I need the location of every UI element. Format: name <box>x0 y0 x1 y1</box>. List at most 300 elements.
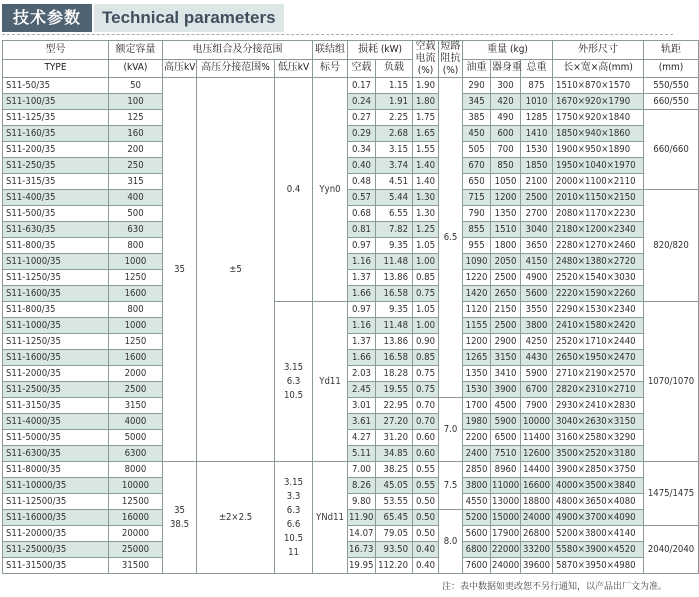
footnote: 注：表中数据如更改恕不另行通知，以产品出厂文为准。 <box>441 582 667 592</box>
body-weight-cell: 2650 <box>491 286 521 302</box>
noload-loss-cell: 4.27 <box>348 430 376 446</box>
oil-weight-cell: 1155 <box>463 318 491 334</box>
noload-current-cell: 1.00 <box>413 254 439 270</box>
dims-cell: 2930×2410×2830 <box>553 398 644 414</box>
capacity-cell: 5000 <box>109 430 163 446</box>
table-row <box>3 110 699 126</box>
total-weight-cell: 5900 <box>521 366 553 382</box>
model-cell: S11-200/35 <box>3 142 109 158</box>
capacity-cell: 20000 <box>109 526 163 542</box>
body-weight-cell: 1510 <box>491 222 521 238</box>
oil-weight-cell: 290 <box>463 78 491 94</box>
table-row <box>3 158 699 174</box>
body-weight-cell: 22000 <box>491 542 521 558</box>
model-cell: S11-800/35 <box>3 238 109 254</box>
load-loss-cell: 9.35 <box>376 238 413 254</box>
capacity-cell: 1600 <box>109 286 163 302</box>
hdr-capacity-unit: (kVA) <box>109 59 163 78</box>
noload-loss-cell: 0.27 <box>348 110 376 126</box>
hdr-lv: 低压kV <box>275 59 313 78</box>
load-loss-cell: 3.74 <box>376 158 413 174</box>
table-row <box>3 318 699 334</box>
oil-weight-cell: 2400 <box>463 446 491 462</box>
body-weight-cell: 11000 <box>491 478 521 494</box>
hdr-loss-noload: 空载 <box>348 59 376 78</box>
model-cell: S11-125/35 <box>3 110 109 126</box>
model-cell: S11-400/35 <box>3 190 109 206</box>
table-row <box>3 222 699 238</box>
dims-cell: 2520×1710×2440 <box>553 334 644 350</box>
load-loss-cell: 4.51 <box>376 174 413 190</box>
model-cell: S11-100/35 <box>3 94 109 110</box>
load-loss-cell: 38.25 <box>376 462 413 478</box>
noload-current-cell: 0.40 <box>413 558 439 574</box>
total-weight-cell: 2700 <box>521 206 553 222</box>
noload-current-cell: 0.60 <box>413 430 439 446</box>
noload-loss-cell: 0.24 <box>348 94 376 110</box>
lv-value: 3.15 <box>283 476 304 488</box>
total-weight-cell: 875 <box>521 78 553 94</box>
dims-cell: 1900×950×1890 <box>553 142 644 158</box>
table-row <box>3 542 699 558</box>
table-row <box>3 462 699 478</box>
capacity-cell: 100 <box>109 94 163 110</box>
body-weight-cell: 2900 <box>491 334 521 350</box>
total-weight-cell: 2100 <box>521 174 553 190</box>
table-row <box>3 494 699 510</box>
vector-group-cell: YNd11 <box>313 462 348 574</box>
body-weight-cell: 2500 <box>491 270 521 286</box>
noload-loss-cell: 8.26 <box>348 478 376 494</box>
gauge-group-cell: 1070/1070 <box>644 302 699 462</box>
load-loss-cell: 112.20 <box>376 558 413 574</box>
total-weight-cell: 10000 <box>521 414 553 430</box>
model-cell: S11-2000/35 <box>3 366 109 382</box>
total-weight-cell: 24000 <box>521 510 553 526</box>
model-cell: S11-12500/35 <box>3 494 109 510</box>
load-loss-cell: 13.86 <box>376 270 413 286</box>
capacity-cell: 8000 <box>109 462 163 478</box>
load-loss-cell: 16.58 <box>376 350 413 366</box>
total-weight-cell: 1010 <box>521 94 553 110</box>
table-row <box>3 430 699 446</box>
model-cell: S11-5000/35 <box>3 430 109 446</box>
capacity-cell: 4000 <box>109 414 163 430</box>
total-weight-cell: 3800 <box>521 318 553 334</box>
noload-loss-cell: 0.97 <box>348 302 376 318</box>
body-weight-cell: 6500 <box>491 430 521 446</box>
dims-cell: 1670×920×1790 <box>553 94 644 110</box>
noload-loss-cell: 0.48 <box>348 174 376 190</box>
load-loss-cell: 79.05 <box>376 526 413 542</box>
table-row <box>3 270 699 286</box>
oil-weight-cell: 505 <box>463 142 491 158</box>
capacity-cell: 800 <box>109 302 163 318</box>
oil-weight-cell: 955 <box>463 238 491 254</box>
hdr-tap: 高压分接范围% <box>197 59 275 78</box>
total-weight-cell: 14400 <box>521 462 553 478</box>
hdr-gauge-unit: (mm) <box>644 59 699 78</box>
noload-loss-cell: 0.29 <box>348 126 376 142</box>
body-weight-cell: 5900 <box>491 414 521 430</box>
body-weight-cell: 4500 <box>491 398 521 414</box>
capacity-cell: 315 <box>109 174 163 190</box>
noload-loss-cell: 3.61 <box>348 414 376 430</box>
oil-weight-cell: 7600 <box>463 558 491 574</box>
lv-value: 3.3 <box>286 490 301 502</box>
oil-weight-cell: 5200 <box>463 510 491 526</box>
hdr-capacity: 额定容量 <box>109 41 163 60</box>
load-loss-cell: 18.28 <box>376 366 413 382</box>
model-cell: S11-500/35 <box>3 206 109 222</box>
table-row <box>3 206 699 222</box>
dims-cell: 2280×1270×2460 <box>553 238 644 254</box>
dims-cell: 2820×2310×2710 <box>553 382 644 398</box>
oil-weight-cell: 1700 <box>463 398 491 414</box>
capacity-cell: 10000 <box>109 478 163 494</box>
oil-weight-cell: 450 <box>463 126 491 142</box>
table-row <box>3 350 699 366</box>
capacity-cell: 125 <box>109 110 163 126</box>
noload-loss-cell: 0.81 <box>348 222 376 238</box>
body-weight-cell: 2150 <box>491 302 521 318</box>
load-loss-cell: 13.86 <box>376 334 413 350</box>
model-cell: S11-250/35 <box>3 158 109 174</box>
table-row <box>3 382 699 398</box>
table-row <box>3 190 699 206</box>
body-weight-cell: 24000 <box>491 558 521 574</box>
hdr-model: 型号 <box>3 41 109 60</box>
model-cell: S11-2500/35 <box>3 382 109 398</box>
title-cn: 技术参数 <box>2 4 92 32</box>
model-cell: S11-6300/35 <box>3 446 109 462</box>
table-row <box>3 238 699 254</box>
noload-current-cell: 0.60 <box>413 446 439 462</box>
capacity-cell: 2000 <box>109 366 163 382</box>
oil-weight-cell: 2200 <box>463 430 491 446</box>
oil-weight-cell: 715 <box>463 190 491 206</box>
capacity-cell: 1250 <box>109 334 163 350</box>
dims-cell: 4800×3650×4080 <box>553 494 644 510</box>
body-weight-cell: 8960 <box>491 462 521 478</box>
dims-cell: 5870×3950×4980 <box>553 558 644 574</box>
noload-loss-cell: 0.40 <box>348 158 376 174</box>
model-cell: S11-1600/35 <box>3 286 109 302</box>
dims-cell: 1950×1040×1970 <box>553 158 644 174</box>
oil-weight-cell: 790 <box>463 206 491 222</box>
load-loss-cell: 27.20 <box>376 414 413 430</box>
lv-value: 6.6 <box>286 518 301 530</box>
hdr-loss: 损耗 (kW) <box>348 41 413 60</box>
dims-cell: 1750×920×1840 <box>553 110 644 126</box>
load-loss-cell: 9.35 <box>376 302 413 318</box>
oil-weight-cell: 345 <box>463 94 491 110</box>
noload-loss-cell: 5.11 <box>348 446 376 462</box>
dims-cell: 4000×3500×3840 <box>553 478 644 494</box>
total-weight-cell: 3550 <box>521 302 553 318</box>
dims-cell: 2650×1950×2470 <box>553 350 644 366</box>
hv-value: 38.5 <box>169 518 190 530</box>
hdr-dims-unit: 长×宽×高(mm) <box>553 59 644 78</box>
noload-current-cell: 0.85 <box>413 350 439 366</box>
noload-current-cell: 1.90 <box>413 78 439 94</box>
tap-group-cell: ±2×2.5 <box>197 462 275 574</box>
noload-loss-cell: 0.57 <box>348 190 376 206</box>
load-loss-cell: 45.05 <box>376 478 413 494</box>
capacity-cell: 6300 <box>109 446 163 462</box>
model-cell: S11-630/35 <box>3 222 109 238</box>
model-cell: S11-16000/35 <box>3 510 109 526</box>
dims-cell: 3160×2580×3290 <box>553 430 644 446</box>
noload-current-cell: 1.05 <box>413 238 439 254</box>
model-cell: S11-31500/35 <box>3 558 109 574</box>
model-cell: S11-8000/35 <box>3 462 109 478</box>
oil-weight-cell: 1200 <box>463 334 491 350</box>
lv-value: 6.3 <box>286 504 301 516</box>
oil-weight-cell: 3800 <box>463 478 491 494</box>
noload-loss-cell: 14.07 <box>348 526 376 542</box>
noload-current-cell: 0.75 <box>413 286 439 302</box>
load-loss-cell: 1.15 <box>376 78 413 94</box>
body-weight-cell: 13000 <box>491 494 521 510</box>
lv-value: 10.5 <box>283 532 304 544</box>
noload-current-cell: 1.00 <box>413 318 439 334</box>
table-row <box>3 366 699 382</box>
oil-weight-cell: 2850 <box>463 462 491 478</box>
load-loss-cell: 1.91 <box>376 94 413 110</box>
load-loss-cell: 6.55 <box>376 206 413 222</box>
hdr-noload-current: 空载 电流 (%) <box>413 41 439 78</box>
noload-loss-cell: 1.16 <box>348 318 376 334</box>
table-row <box>3 94 699 110</box>
dims-cell: 3040×2630×3150 <box>553 414 644 430</box>
total-weight-cell: 26800 <box>521 526 553 542</box>
model-cell: S11-50/35 <box>3 78 109 94</box>
capacity-cell: 1000 <box>109 254 163 270</box>
noload-loss-cell: 3.01 <box>348 398 376 414</box>
load-loss-cell: 11.48 <box>376 254 413 270</box>
body-weight-cell: 15000 <box>491 510 521 526</box>
load-loss-cell: 2.68 <box>376 126 413 142</box>
hdr-weight-oil: 油重 <box>463 59 491 78</box>
model-cell: S11-160/35 <box>3 126 109 142</box>
impedance-group-cell: 7.0 <box>439 398 463 462</box>
lv-group-cell <box>275 462 313 574</box>
model-cell: S11-315/35 <box>3 174 109 190</box>
table-row <box>3 126 699 142</box>
impedance-group-cell: 8.0 <box>439 510 463 574</box>
oil-weight-cell: 1530 <box>463 382 491 398</box>
gauge-group-cell: 550/550 <box>644 78 699 94</box>
oil-weight-cell: 855 <box>463 222 491 238</box>
noload-current-cell: 1.25 <box>413 222 439 238</box>
lv-group-cell <box>275 302 313 462</box>
body-weight-cell: 300 <box>491 78 521 94</box>
table-row <box>3 558 699 574</box>
noload-loss-cell: 1.16 <box>348 254 376 270</box>
capacity-cell: 250 <box>109 158 163 174</box>
table-row <box>3 526 699 542</box>
noload-loss-cell: 11.90 <box>348 510 376 526</box>
load-loss-cell: 34.85 <box>376 446 413 462</box>
dims-cell: 3500×2520×3180 <box>553 446 644 462</box>
hdr-weight-total: 总重 <box>521 59 553 78</box>
total-weight-cell: 6700 <box>521 382 553 398</box>
dims-cell: 2520×1540×3030 <box>553 270 644 286</box>
noload-current-cell: 0.50 <box>413 510 439 526</box>
dims-cell: 2710×2190×2570 <box>553 366 644 382</box>
model-cell: S11-1600/35 <box>3 350 109 366</box>
capacity-cell: 12500 <box>109 494 163 510</box>
noload-current-cell: 0.75 <box>413 382 439 398</box>
model-cell: S11-25000/35 <box>3 542 109 558</box>
hdr-weight-body: 器身重 <box>491 59 521 78</box>
hv-group-cell <box>163 462 197 574</box>
body-weight-cell: 2050 <box>491 254 521 270</box>
model-cell: S11-1000/35 <box>3 318 109 334</box>
hv-value: 35 <box>174 504 185 516</box>
load-loss-cell: 5.44 <box>376 190 413 206</box>
load-loss-cell: 3.15 <box>376 142 413 158</box>
oil-weight-cell: 4550 <box>463 494 491 510</box>
body-weight-cell: 3410 <box>491 366 521 382</box>
table-row <box>3 510 699 526</box>
noload-loss-cell: 1.66 <box>348 350 376 366</box>
total-weight-cell: 39600 <box>521 558 553 574</box>
total-weight-cell: 4250 <box>521 334 553 350</box>
noload-current-cell: 1.30 <box>413 206 439 222</box>
body-weight-cell: 3900 <box>491 382 521 398</box>
noload-current-cell: 0.70 <box>413 414 439 430</box>
gauge-group-cell: 1475/1475 <box>644 462 699 526</box>
noload-current-cell: 0.90 <box>413 334 439 350</box>
body-weight-cell: 3150 <box>491 350 521 366</box>
total-weight-cell: 18800 <box>521 494 553 510</box>
oil-weight-cell: 1220 <box>463 270 491 286</box>
hdr-model-en: TYPE <box>3 59 109 78</box>
table-row <box>3 286 699 302</box>
capacity-cell: 2500 <box>109 382 163 398</box>
model-cell: S11-1250/35 <box>3 270 109 286</box>
noload-current-cell: 0.40 <box>413 542 439 558</box>
table-row <box>3 446 699 462</box>
noload-current-cell: 0.85 <box>413 270 439 286</box>
load-loss-cell: 7.82 <box>376 222 413 238</box>
vector-group-cell: Yyn0 <box>313 78 348 302</box>
capacity-cell: 1600 <box>109 350 163 366</box>
hdr-gauge: 轨距 <box>644 41 699 60</box>
total-weight-cell: 7900 <box>521 398 553 414</box>
vector-group-cell: Yd11 <box>313 302 348 462</box>
hdr-impedance: 短路 阻抗 (%) <box>440 41 461 76</box>
total-weight-cell: 33200 <box>521 542 553 558</box>
noload-loss-cell: 1.66 <box>348 286 376 302</box>
model-cell: S11-10000/35 <box>3 478 109 494</box>
dims-cell: 2000×1100×2110 <box>553 174 644 190</box>
capacity-cell: 400 <box>109 190 163 206</box>
hv-group-cell: 35 <box>163 78 197 462</box>
dims-cell: 1510×870×1570 <box>553 78 644 94</box>
body-weight-cell: 850 <box>491 158 521 174</box>
dims-cell: 2290×1530×2340 <box>553 302 644 318</box>
capacity-cell: 3150 <box>109 398 163 414</box>
spec-table <box>2 40 699 574</box>
total-weight-cell: 3650 <box>521 238 553 254</box>
capacity-cell: 1000 <box>109 318 163 334</box>
noload-current-cell: 0.55 <box>413 462 439 478</box>
dims-cell: 5580×3900×4520 <box>553 542 644 558</box>
hdr-voltage-group: 电压组合及分接范围 <box>163 41 313 60</box>
gauge-group-cell: 2040/2040 <box>644 526 699 574</box>
dims-cell: 2220×1590×2260 <box>553 286 644 302</box>
model-cell: S11-4000/35 <box>3 414 109 430</box>
total-weight-cell: 1530 <box>521 142 553 158</box>
hdr-hv: 高压kV <box>163 59 197 78</box>
model-cell: S11-3150/35 <box>3 398 109 414</box>
noload-current-cell: 1.40 <box>413 158 439 174</box>
impedance-group-cell: 6.5 <box>439 78 463 398</box>
model-cell: S11-1250/35 <box>3 334 109 350</box>
body-weight-cell: 700 <box>491 142 521 158</box>
impedance-group-cell: 7.5 <box>439 462 463 510</box>
total-weight-cell: 2500 <box>521 190 553 206</box>
noload-loss-cell: 0.17 <box>348 78 376 94</box>
total-weight-cell: 4430 <box>521 350 553 366</box>
hdr-vector: 联结组 <box>313 41 348 60</box>
noload-loss-cell: 0.34 <box>348 142 376 158</box>
table-row <box>3 414 699 430</box>
load-loss-cell: 93.50 <box>376 542 413 558</box>
noload-current-cell: 1.40 <box>413 174 439 190</box>
lv-value: 11 <box>288 546 299 558</box>
total-weight-cell: 5600 <box>521 286 553 302</box>
table-row <box>3 254 699 270</box>
oil-weight-cell: 5600 <box>463 526 491 542</box>
body-weight-cell: 1350 <box>491 206 521 222</box>
gauge-group-cell: 820/820 <box>644 190 699 302</box>
body-weight-cell: 420 <box>491 94 521 110</box>
noload-loss-cell: 9.80 <box>348 494 376 510</box>
dims-cell: 3900×2850×3750 <box>553 462 644 478</box>
total-weight-cell: 3040 <box>521 222 553 238</box>
lv-group-cell: 0.4 <box>275 78 313 302</box>
total-weight-cell: 11400 <box>521 430 553 446</box>
capacity-cell: 630 <box>109 222 163 238</box>
noload-current-cell: 1.55 <box>413 142 439 158</box>
noload-current-cell: 1.65 <box>413 126 439 142</box>
oil-weight-cell: 650 <box>463 174 491 190</box>
body-weight-cell: 1800 <box>491 238 521 254</box>
noload-loss-cell: 0.97 <box>348 238 376 254</box>
dims-cell: 2010×1150×2150 <box>553 190 644 206</box>
table-row <box>3 334 699 350</box>
oil-weight-cell: 1120 <box>463 302 491 318</box>
capacity-cell: 31500 <box>109 558 163 574</box>
oil-weight-cell: 385 <box>463 110 491 126</box>
capacity-cell: 1250 <box>109 270 163 286</box>
model-cell: S11-1000/35 <box>3 254 109 270</box>
body-weight-cell: 1200 <box>491 190 521 206</box>
oil-weight-cell: 1350 <box>463 366 491 382</box>
dims-cell: 2180×1200×2340 <box>553 222 644 238</box>
load-loss-cell: 16.58 <box>376 286 413 302</box>
dims-cell: 5200×3800×4140 <box>553 526 644 542</box>
lv-value: 10.5 <box>283 389 304 401</box>
oil-weight-cell: 1265 <box>463 350 491 366</box>
load-loss-cell: 2.25 <box>376 110 413 126</box>
capacity-cell: 200 <box>109 142 163 158</box>
table-row <box>3 478 699 494</box>
